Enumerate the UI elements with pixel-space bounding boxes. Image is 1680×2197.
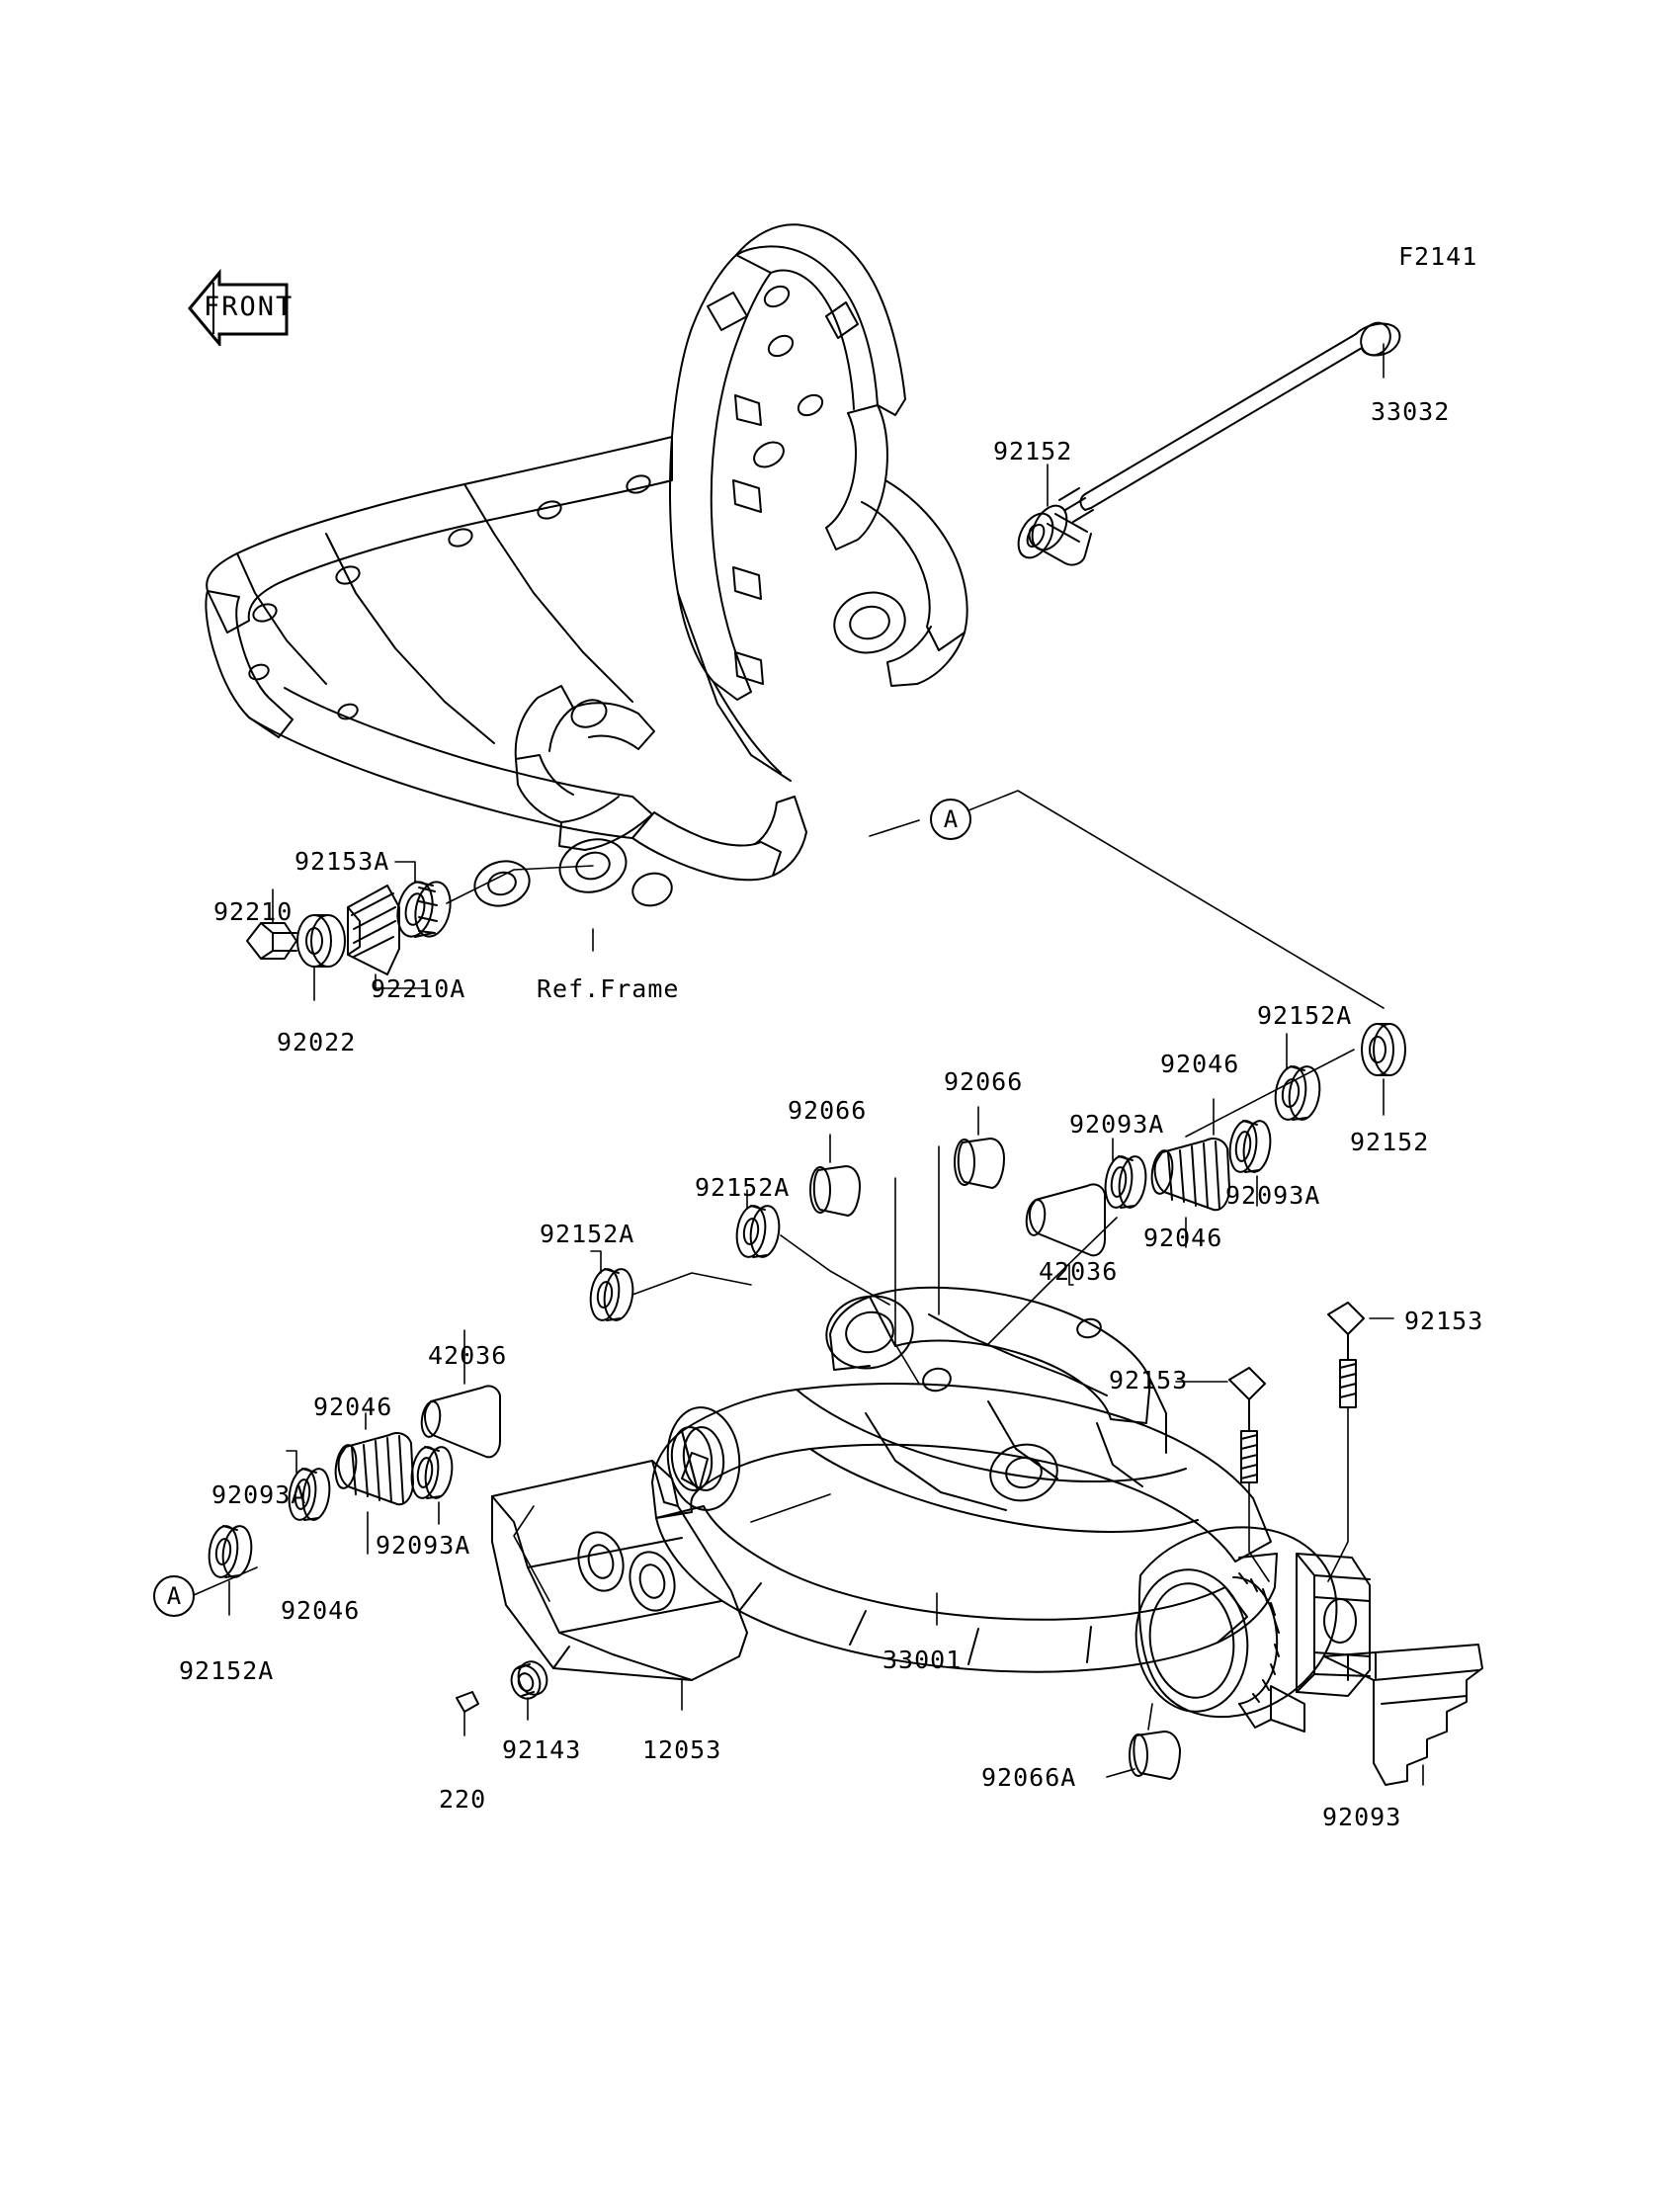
part-label-92046-right: 92046 (1160, 1050, 1240, 1078)
part-label-92210a: 92210A (371, 974, 466, 1003)
callout-a-top: A (930, 799, 971, 840)
part-label-92152a-right: 92152A (1257, 1001, 1353, 1030)
part-label-92152a-mid: 92152A (695, 1173, 791, 1202)
part-label-12053: 12053 (642, 1735, 722, 1764)
sheet-code: F2141 (1398, 242, 1478, 271)
part-label-92022: 92022 (277, 1028, 357, 1056)
part-label-92046-right2: 92046 (1143, 1224, 1223, 1252)
part-label-42036-left: 42036 (428, 1341, 508, 1370)
label-ref-frame: Ref.Frame (537, 974, 680, 1003)
part-label-92066-left: 92066 (788, 1096, 868, 1125)
part-label-92143: 92143 (502, 1735, 582, 1764)
part-label-92153a: 92153A (294, 847, 390, 876)
part-label-92152-right: 92152 (1350, 1128, 1430, 1156)
part-label-92046-left: 92046 (313, 1393, 393, 1421)
part-label-92093: 92093 (1322, 1803, 1402, 1831)
part-label-92152a-left: 92152A (540, 1220, 635, 1248)
part-label-220: 220 (439, 1785, 487, 1814)
part-label-92210: 92210 (213, 897, 294, 926)
front-badge-text: FRONT (204, 292, 294, 322)
callout-a-bottom: A (153, 1575, 195, 1617)
part-label-92093a-right: 92093A (1225, 1181, 1321, 1210)
part-label-42036-right: 42036 (1039, 1257, 1119, 1286)
part-label-92152-top: 92152 (993, 437, 1073, 465)
part-label-92153-right: 92153 (1404, 1307, 1484, 1335)
part-label-92066-right: 92066 (944, 1067, 1024, 1096)
part-label-92093a-top-right: 92093A (1069, 1110, 1165, 1139)
part-label-92046-left2: 92046 (281, 1596, 361, 1625)
part-label-92153-mid: 92153 (1109, 1366, 1189, 1394)
part-label-92093a-left2: 92093A (376, 1531, 471, 1560)
part-label-92066a: 92066A (981, 1763, 1077, 1792)
part-label-92093a-left: 92093A (211, 1480, 307, 1509)
part-label-33001: 33001 (882, 1646, 963, 1674)
part-label-92152a-bottom: 92152A (179, 1656, 275, 1685)
part-label-33032: 33032 (1371, 397, 1451, 426)
